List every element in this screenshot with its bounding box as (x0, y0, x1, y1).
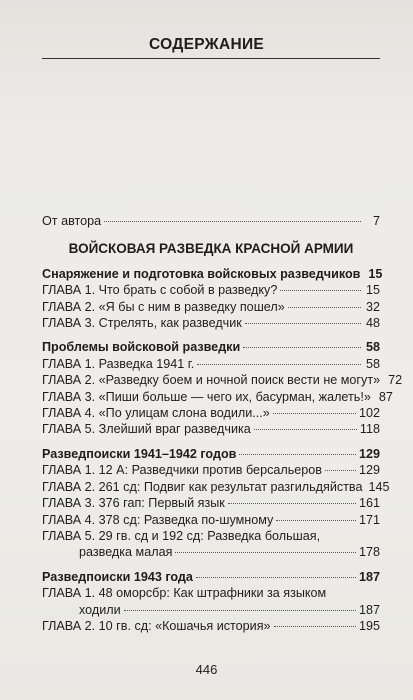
toc-page-number: 161 (358, 496, 380, 511)
leader-dots (273, 412, 356, 414)
table-of-contents (42, 213, 403, 634)
page-title: СОДЕРЖАНИЕ (148, 36, 265, 53)
toc-chapter-entry (42, 462, 380, 478)
toc-entry-text: От автора (42, 214, 102, 228)
leader-dots (228, 502, 356, 504)
toc-section-heading (42, 446, 380, 462)
toc-section-heading (42, 266, 383, 282)
toc-chapter-text: ГЛАВА 5. 29 гв. сд и 192 сд: Разведка большая, (42, 528, 321, 543)
toc-chapter-text-continued: разведка малая (79, 545, 173, 560)
leader-dots (239, 453, 356, 455)
leader-dots (325, 469, 356, 471)
toc-section (42, 266, 383, 332)
toc-chapter-text: ГЛАВА 3. Стрелять, как разведчик (42, 316, 242, 331)
toc-chapter-text: ГЛАВА 2. «Я бы с ним в разведку пошел» (42, 299, 285, 314)
leader-dots (288, 306, 361, 308)
toc-chapter-text: ГЛАВА 1. Разведка 1941 г. (42, 356, 195, 371)
leader-dots (104, 220, 361, 222)
toc-section-title: Разведпоиски 1941–1942 годов (42, 446, 237, 461)
toc-page-number: 58 (365, 340, 380, 355)
toc-chapter-text: ГЛАВА 5. Злейший враг разведчика (42, 422, 251, 437)
toc-page-number: 32 (365, 299, 380, 314)
toc-section-title: Снаряжение и подготовка войсковых разведчиков (42, 266, 361, 281)
toc-page-number: 58 (365, 356, 380, 371)
toc-page-number: 187 (358, 569, 380, 584)
toc-page-number: 118 (359, 422, 380, 437)
toc-chapter-text: ГЛАВА 4. 378 сд: Разведка по-шумному (42, 512, 274, 527)
toc-chapter-continuation (42, 544, 380, 560)
toc-section (42, 339, 403, 437)
leader-dots (124, 609, 356, 611)
leader-dots (280, 289, 361, 291)
toc-page-number: 145 (368, 479, 390, 494)
title-rule (42, 58, 380, 59)
leader-dots (276, 519, 356, 521)
toc-chapter-text: ГЛАВА 1. 48 оморсбр: Как штрафники за языком (42, 586, 327, 601)
toc-page-number: 171 (358, 512, 380, 527)
toc-chapter-entry (42, 282, 380, 298)
toc-chapter-text-continued: ходили (79, 602, 121, 617)
leader-dots (196, 576, 356, 578)
toc-entry-intro (42, 213, 380, 229)
toc-page-number: 195 (358, 618, 380, 633)
toc-chapter-entry (42, 299, 380, 315)
toc-chapter-entry (42, 479, 390, 495)
toc-chapter-entry (42, 495, 380, 511)
toc-chapter-text: ГЛАВА 1. Что брать с собой в разведку? (42, 283, 278, 298)
toc-section (42, 569, 380, 635)
toc-section-title: Разведпоиски 1943 года (42, 569, 193, 584)
toc-chapter-entry (42, 315, 380, 331)
toc-section-title: Проблемы войсковой разведки (42, 340, 241, 355)
leader-dots (175, 551, 356, 553)
toc-page-number: 87 (378, 389, 393, 404)
toc-chapter-text: ГЛАВА 1. 12 А: Разведчики против берсальеров (42, 463, 322, 478)
toc-chapter-text: ГЛАВА 2. 261 сд: Подвиг как результат разгильдяйства (42, 479, 363, 494)
toc-section-heading (42, 339, 380, 355)
toc-chapter-entry (42, 528, 380, 561)
toc-sections (42, 266, 403, 635)
toc-page-number: 72 (388, 373, 403, 388)
toc-page-number: 129 (358, 463, 380, 478)
toc-page-number: 48 (365, 316, 380, 331)
toc-chapter-text: ГЛАВА 4. «По улицам слона водили...» (42, 406, 270, 421)
toc-page-number: 187 (358, 602, 380, 617)
part-title: ВОЙСКОВАЯ РАЗВЕДКА КРАСНОЙ АРМИИ (68, 241, 354, 257)
toc-page-number: 129 (358, 446, 380, 461)
leader-dots (254, 428, 357, 430)
toc-chapter-text: ГЛАВА 2. «Разведку боем и ночной поиск вести не могут» (42, 373, 381, 388)
leader-dots (274, 625, 356, 627)
toc-chapter-entry (42, 585, 380, 618)
toc-page-number: 15 (368, 266, 383, 281)
toc-chapter-text: ГЛАВА 3. 376 гап: Первый язык (42, 496, 225, 511)
toc-chapter-entry (42, 372, 403, 388)
toc-section (42, 446, 390, 561)
toc-chapter-entry (42, 618, 380, 634)
toc-page-number: 7 (372, 214, 380, 228)
toc-page-number: 102 (358, 406, 380, 421)
toc-page-number: 15 (365, 283, 380, 298)
leader-dots (245, 322, 361, 324)
toc-chapter-continuation (42, 602, 380, 618)
page-number: 446 (195, 662, 218, 677)
toc-chapter-entry (42, 512, 380, 528)
toc-chapter-entry (42, 421, 380, 437)
toc-chapter-text: ГЛАВА 2. 10 гв. сд: «Кошачья история» (42, 618, 271, 633)
toc-page-number: 178 (358, 545, 380, 560)
leader-dots (243, 346, 361, 348)
toc-chapter-entry (42, 405, 380, 421)
toc-section-heading (42, 569, 380, 585)
toc-chapter-entry (42, 389, 393, 405)
toc-chapter-entry (42, 356, 380, 372)
leader-dots (197, 363, 361, 365)
toc-chapter-text: ГЛАВА 3. «Пиши больше — чего их, басурман, жалеть!» (42, 389, 371, 404)
